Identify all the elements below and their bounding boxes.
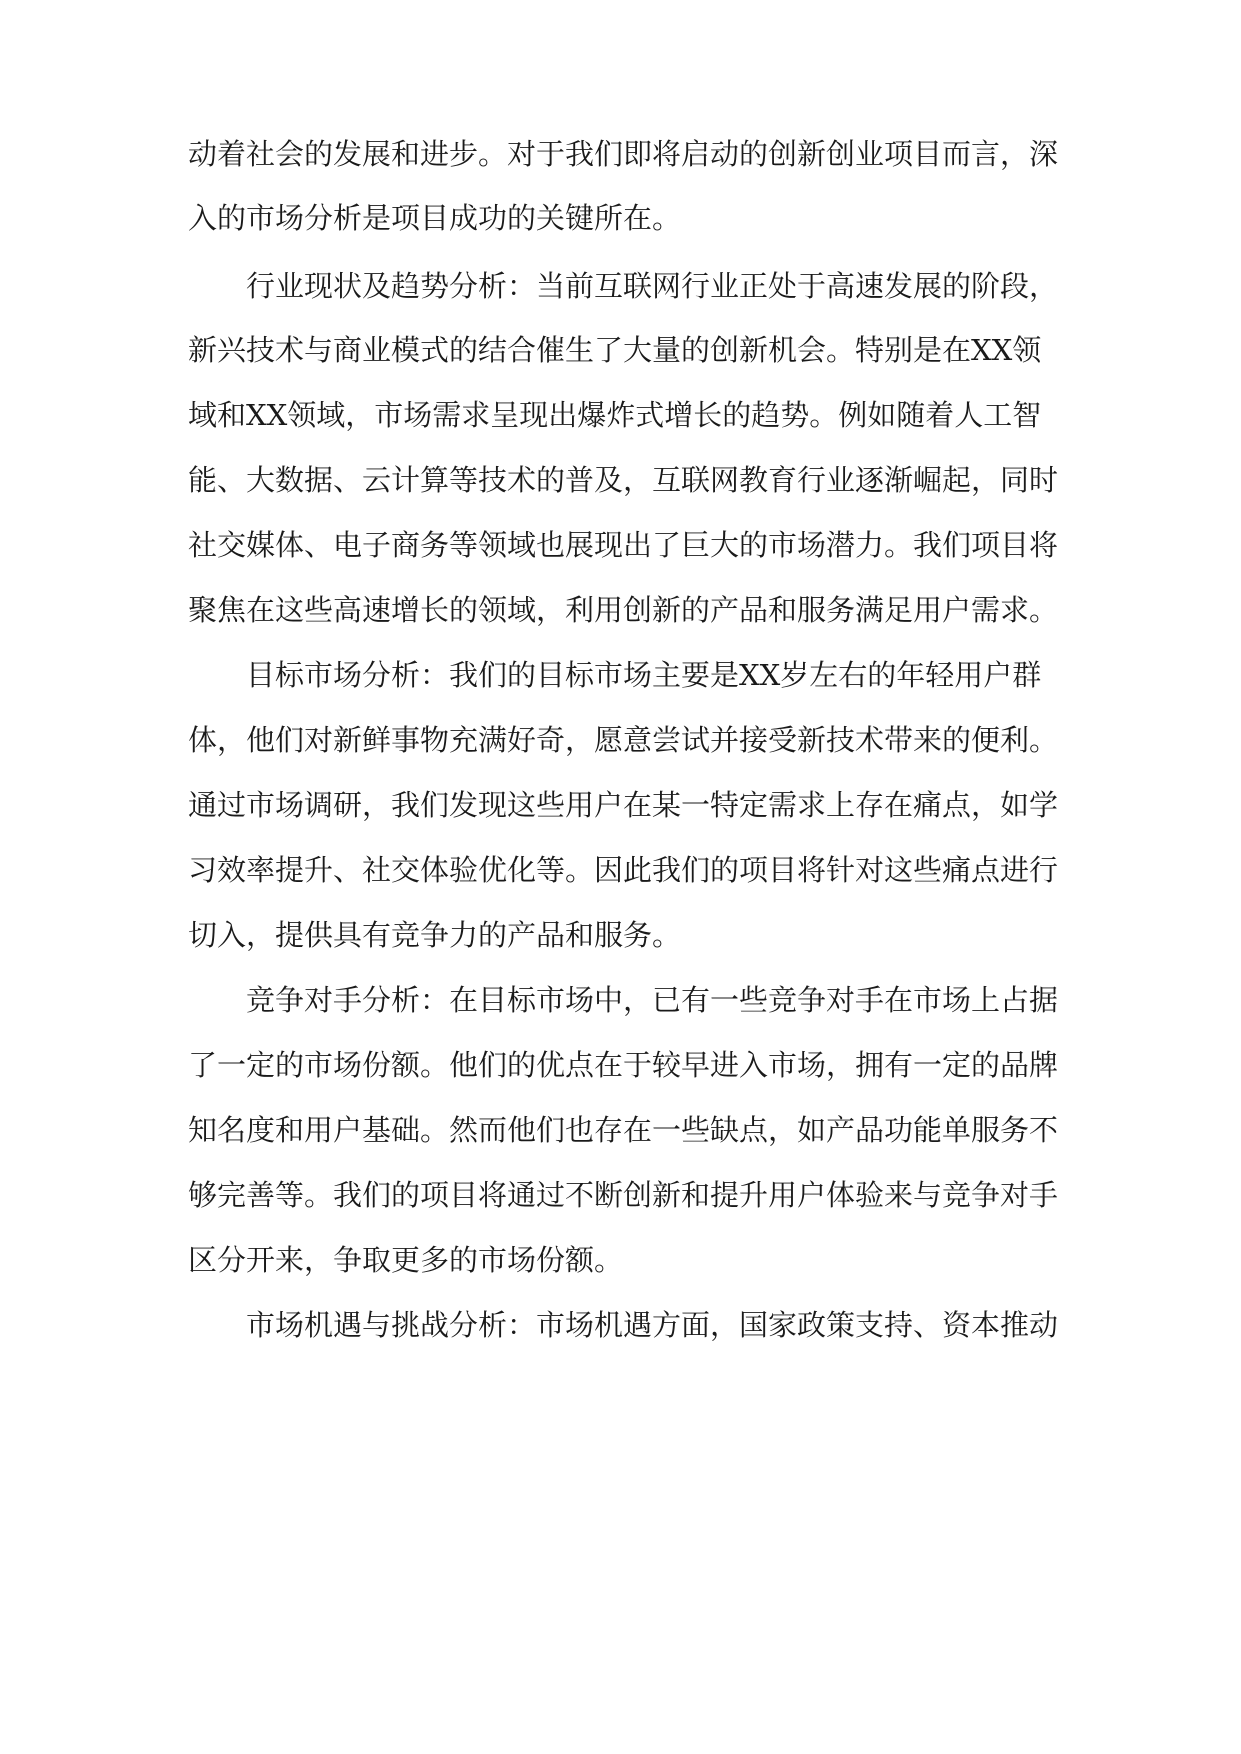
text-line: 切入，提供具有竞争力的产品和服务。: [188, 918, 682, 952]
text-line: 习效率提升、社交体验优化等。因此我们的项目将针对这些痛点进行: [188, 853, 1059, 887]
text-line: 聚焦在这些高速增长的领域，利用创新的产品和服务满足用户需求。: [188, 593, 1059, 627]
text-line: 够完善等。我们的项目将通过不断创新和提升用户体验来与竞争对手: [188, 1178, 1059, 1212]
text-line: 新兴技术与商业模式的结合催生了大量的创新机会。特别是在XX领: [188, 333, 1042, 367]
text-line: 通过市场调研，我们发现这些用户在某一特定需求上存在痛点，如学: [188, 788, 1059, 822]
paragraph-start-line: 行业现状及趋势分析：当前互联网行业正处于高速发展的阶段，: [246, 269, 1059, 303]
text-line: 社交媒体、电子商务等领域也展现出了巨大的市场潜力。我们项目将: [188, 528, 1059, 562]
paragraph-start-line: 竞争对手分析：在目标市场中，已有一些竞争对手在市场上占据: [246, 983, 1059, 1017]
text-line: 体，他们对新鲜事物充满好奇，愿意尝试并接受新技术带来的便利。: [188, 723, 1059, 757]
text-line: 域和XX领域，市场需求呈现出爆炸式增长的趋势。例如随着人工智: [188, 398, 1042, 432]
text-line: 入的市场分析是项目成功的关键所在。: [188, 201, 682, 235]
paragraph-start-line: 目标市场分析：我们的目标市场主要是XX岁左右的年轻用户群: [246, 658, 1042, 692]
text-line: 了一定的市场份额。他们的优点在于较早进入市场，拥有一定的品牌: [188, 1048, 1059, 1082]
text-line: 知名度和用户基础。然而他们也存在一些缺点，如产品功能单服务不: [188, 1113, 1059, 1147]
paragraph-start-line: 市场机遇与挑战分析：市场机遇方面，国家政策支持、资本推动: [246, 1308, 1059, 1342]
text-line: 能、大数据、云计算等技术的普及，互联网教育行业逐渐崛起，同时: [188, 463, 1059, 497]
text-line: 区分开来，争取更多的市场份额。: [188, 1243, 624, 1277]
text-line: 动着社会的发展和进步。对于我们即将启动的创新创业项目而言，深: [188, 137, 1059, 171]
